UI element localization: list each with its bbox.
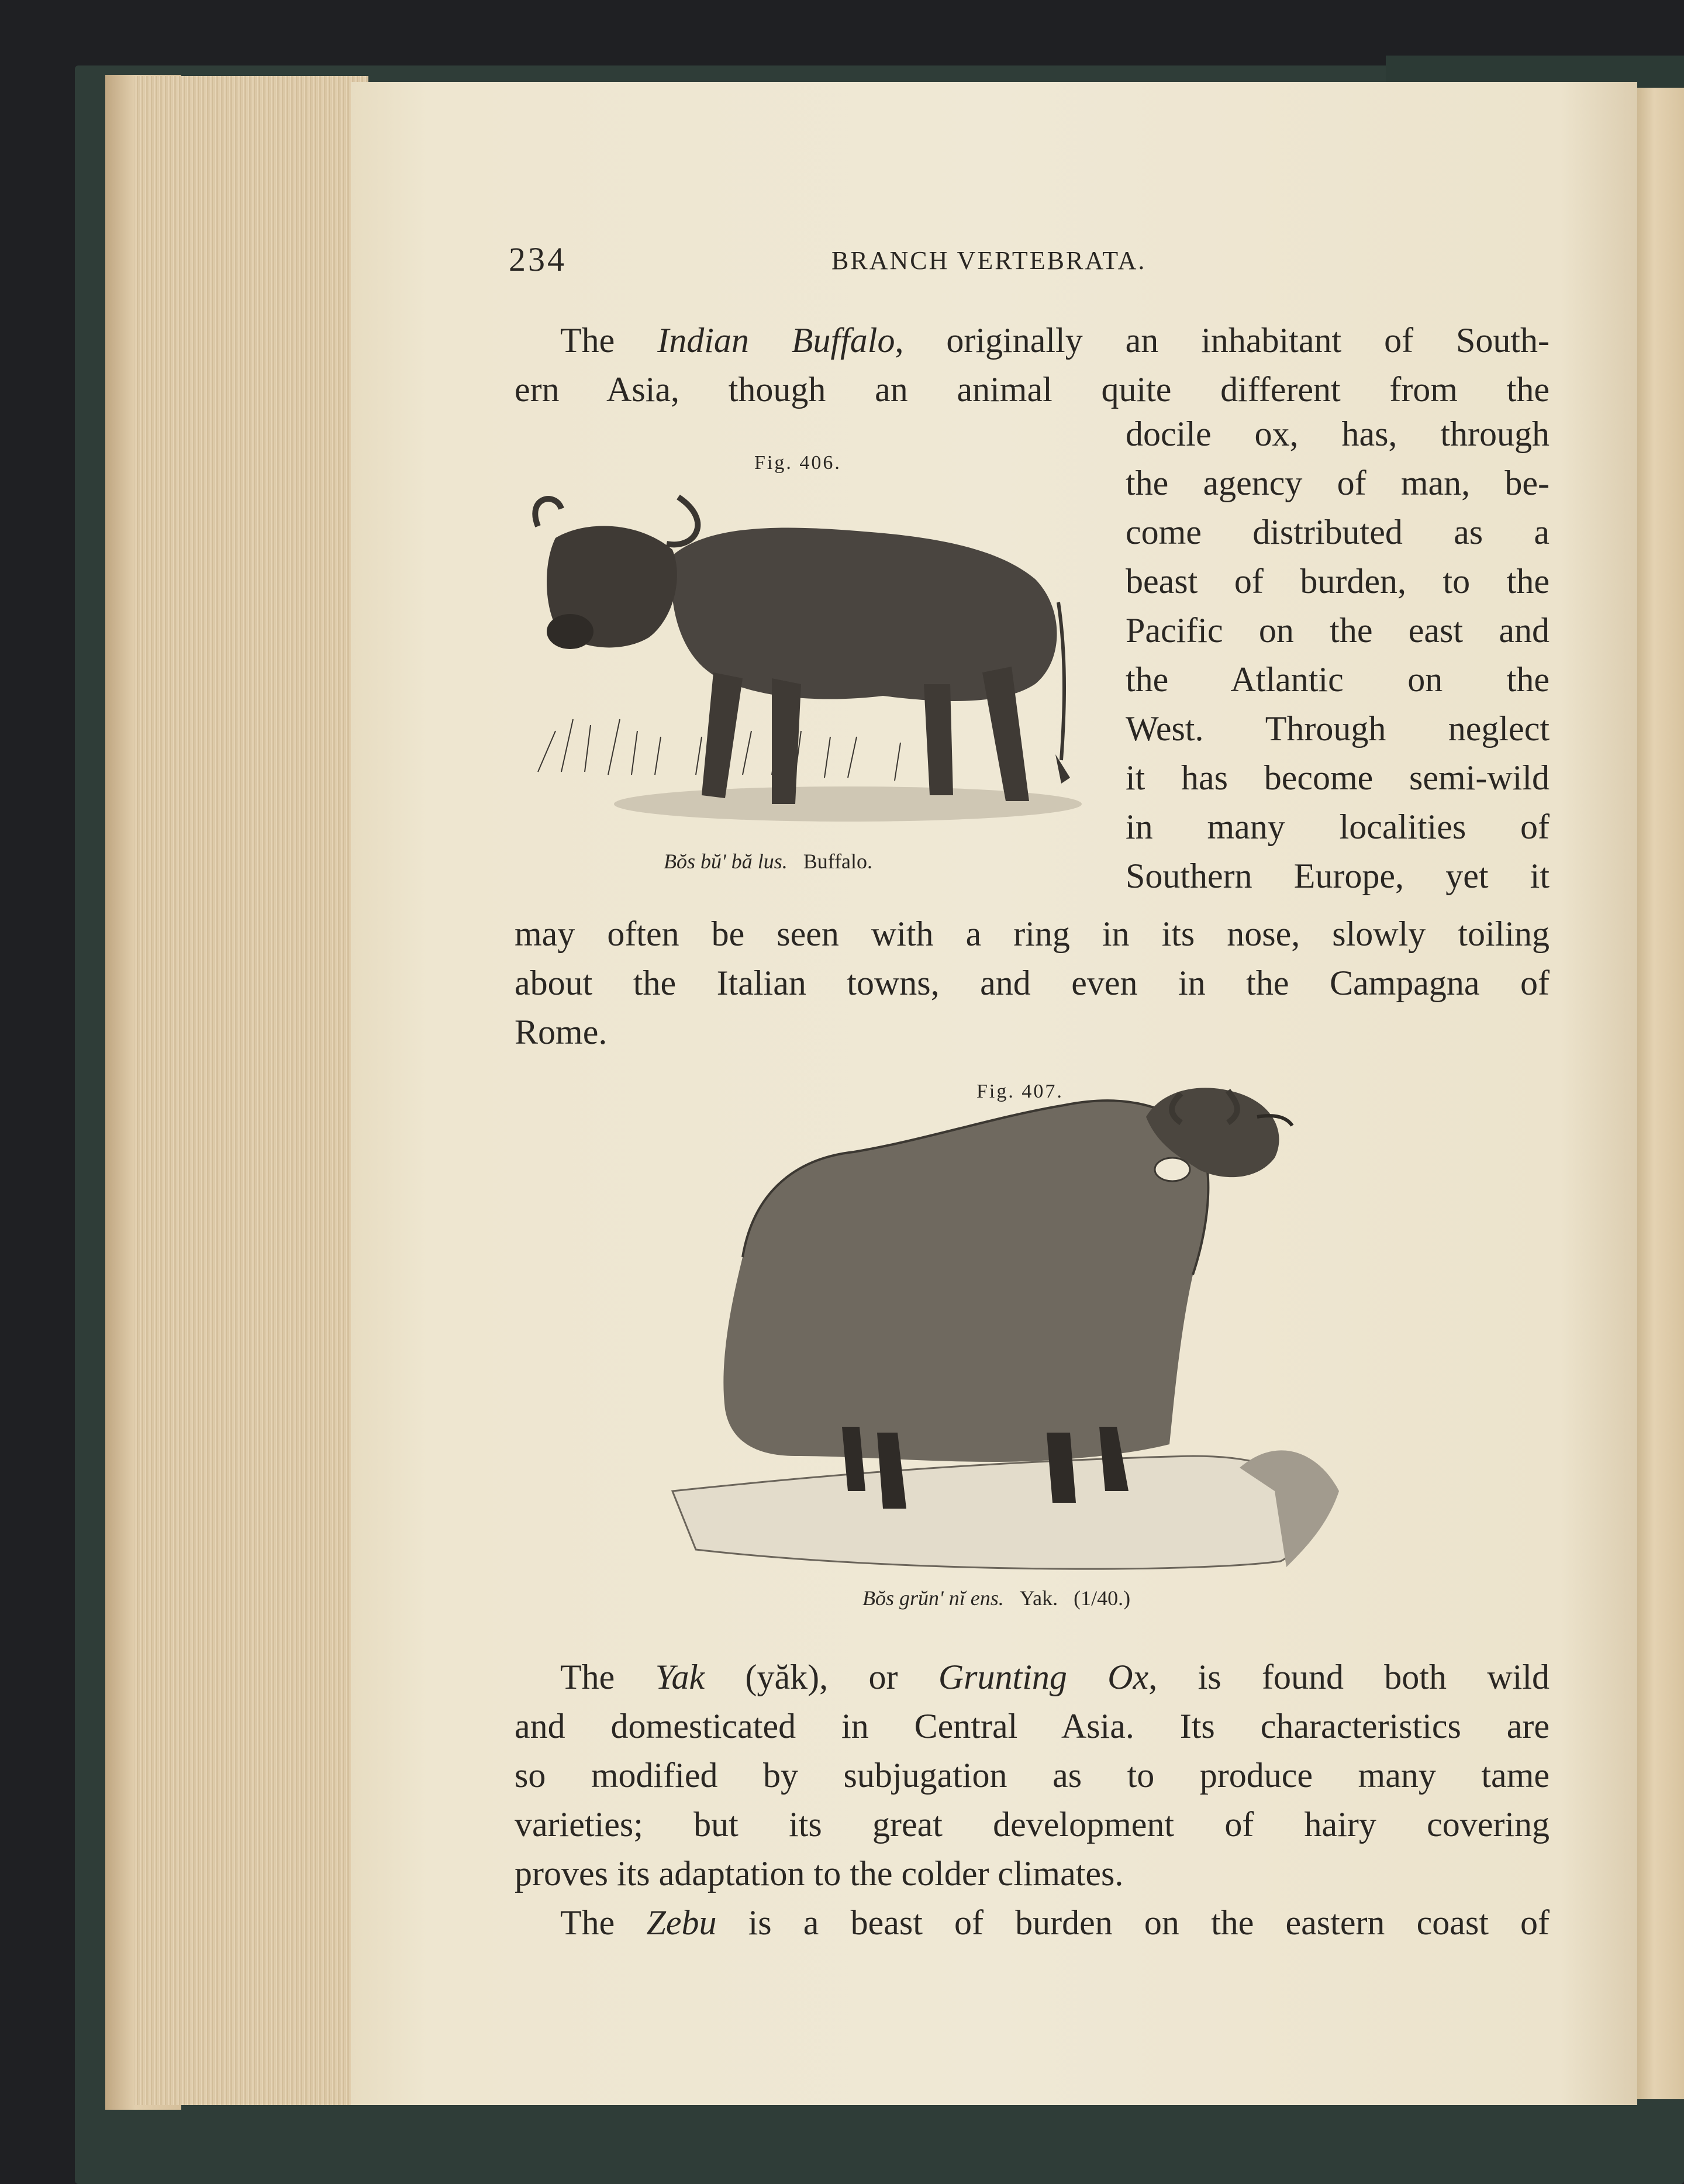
figure-label: Fig. 406. xyxy=(754,452,841,474)
text-line: proves its adaptation to the colder climates. xyxy=(515,1854,1124,1893)
paragraph-yak xyxy=(515,1652,1550,1898)
page-header xyxy=(509,240,1544,287)
text-line: varieties; but its great development of hairy covering xyxy=(515,1805,1550,1844)
text-line: ern Asia, though an animal quite different from the xyxy=(515,370,1550,409)
paragraph-zebu xyxy=(515,1898,1550,1947)
text-line: beast of burden, to the xyxy=(1126,562,1550,601)
text-line: the agency of man, be- xyxy=(1126,464,1550,502)
yak-illustration xyxy=(667,1082,1392,1573)
running-head: BRANCH VERTEBRATA. xyxy=(831,246,1147,275)
paragraph-indian-buffalo-top xyxy=(515,316,1550,414)
text-line: The Yak (yăk), or Grunting Ox, is found both wild xyxy=(560,1658,1550,1696)
text-line: docile ox, has, through xyxy=(1126,415,1550,453)
text-line: so modified by subjugation as to produce many tame xyxy=(515,1756,1550,1795)
text-line: come distributed as a xyxy=(1126,513,1550,551)
figure-caption xyxy=(664,849,872,874)
text-line: Southern Europe, yet it xyxy=(1126,857,1550,895)
italic-term: Grunting Ox xyxy=(938,1658,1149,1696)
page-stack-edge xyxy=(134,76,368,2105)
italic-term: Yak xyxy=(655,1658,705,1696)
text-line: The Zebu is a beast of burden on the eastern coast of xyxy=(560,1903,1550,1942)
text-line: the Atlantic on the xyxy=(1126,660,1550,699)
buffalo-illustration xyxy=(520,485,1111,842)
caption-latin: Bŏs grŭn' nĭ ens. xyxy=(862,1586,1004,1610)
paragraph-indian-buffalo-wrap xyxy=(1126,409,1550,900)
caption-common: Yak. xyxy=(1019,1586,1058,1610)
caption-latin: Bŏs bŭ' bă lus. xyxy=(664,850,788,873)
facing-page-edge xyxy=(1634,88,1684,2099)
figure-label: Fig. 407. xyxy=(976,1081,1064,1102)
italic-term: Indian Buffalo xyxy=(657,321,895,360)
text-line: may often be seen with a ring in its nose, slowly toiling xyxy=(515,915,1550,953)
caption-common: Buffalo. xyxy=(803,850,873,873)
text-line: in many localities of xyxy=(1126,808,1550,846)
text-line: Pacific on the east and xyxy=(1126,611,1550,650)
text-line: West. Through neglect xyxy=(1126,709,1550,748)
italic-term: Zebu xyxy=(646,1903,717,1942)
figure-caption xyxy=(862,1586,1130,1610)
paragraph-indian-buffalo-bottom xyxy=(515,909,1550,1057)
text-line: about the Italian towns, and even in the Campagna of xyxy=(515,964,1550,1002)
text-line: and domesticated in Central Asia. Its characteristics are xyxy=(515,1707,1550,1745)
caption-scale: (1/40.) xyxy=(1074,1586,1131,1610)
text-line: it has become semi-wild xyxy=(1126,758,1550,797)
text-line: The Indian Buffalo, originally an inhabitant of South- xyxy=(560,321,1550,360)
page-number: 234 xyxy=(509,240,567,278)
text-line: Rome. xyxy=(515,1013,608,1051)
